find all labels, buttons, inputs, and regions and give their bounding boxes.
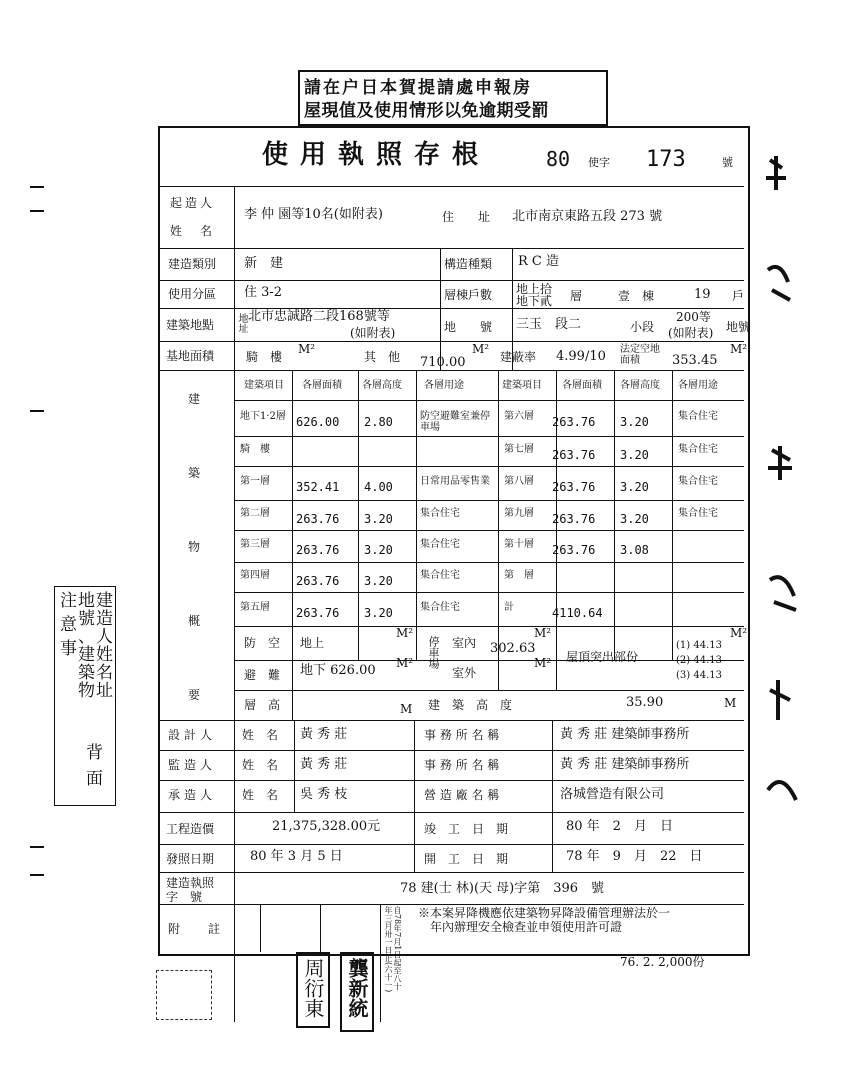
note-text-1: ※本案昇降機應依建築物昇降設備管理辦法於一 xyxy=(418,906,671,920)
person-name: 黃 秀 莊 xyxy=(300,727,348,742)
person-name: 黃 秀 莊 xyxy=(300,757,348,772)
side-note-char: 注 xyxy=(60,591,77,611)
household-count: 19 xyxy=(694,287,711,302)
person-firm-label: 事 務 所 名 稱 xyxy=(424,758,500,772)
building-summary-label-1: 建 xyxy=(188,392,201,406)
floor-left-area: 263.76 xyxy=(296,512,340,526)
building-summary-label-2: 築 xyxy=(188,466,201,480)
floor-left-use: 集合住宅 xyxy=(420,570,460,581)
person-firm: 洛城營造有限公司 xyxy=(560,787,665,802)
shelter-below: 地下 626.00 xyxy=(300,663,376,678)
issue-date: 80 年 3 月 5 日 xyxy=(250,849,343,864)
permit-prefix: 使字 xyxy=(588,156,610,169)
floor-right-name: 第六層 xyxy=(504,411,534,422)
floor-left-name: 第五層 xyxy=(240,602,270,613)
person-firm-label: 營 造 廠 名 稱 xyxy=(424,788,500,802)
shelter-above: 地上 xyxy=(300,636,325,650)
floor-left-area: 263.76 xyxy=(296,574,340,588)
floor-left-use: 集合住宅 xyxy=(420,602,460,613)
floor-left-height: 3.20 xyxy=(364,606,393,620)
floor-right-name: 第八層 xyxy=(504,476,534,487)
coverage-label: 建蔽率 xyxy=(500,350,537,364)
person-firm-label: 事 務 所 名 稱 xyxy=(424,728,500,742)
floor-left-name: 第二層 xyxy=(240,508,270,519)
site-addr-prefix: 地址 xyxy=(236,313,247,333)
area-other-value: 710.00 xyxy=(420,355,466,370)
side-note-char: 人 xyxy=(96,627,113,647)
side-note-char: 意 xyxy=(60,615,77,635)
lot-number: 200等 xyxy=(676,310,711,324)
floor-right-use: 集合住宅 xyxy=(678,476,718,487)
floors-ceng: 層 xyxy=(570,289,583,303)
notice-line-2: 屋現值及使用情形以免逾期受罰 xyxy=(304,101,549,121)
name-stamp-2: 龔新統 xyxy=(340,952,374,1032)
side-note-char: 、 xyxy=(78,627,95,647)
empty-land-label: 法定空地面積 xyxy=(620,344,660,366)
building-summary-label-5: 要 xyxy=(188,688,201,702)
floor-left-area: 352.41 xyxy=(296,480,340,494)
person-firm: 黃 秀 莊 建築師事務所 xyxy=(560,757,690,772)
name-stamp-1: 周衍東 xyxy=(296,952,330,1028)
household-unit: 戶 xyxy=(732,289,745,303)
person-role: 承造人 xyxy=(168,788,217,802)
floor-right-name: 第十層 xyxy=(504,539,534,550)
floor-left-use: 集合住宅 xyxy=(420,539,460,550)
zone-label: 使用分區 xyxy=(168,287,217,301)
corner-seal-mark xyxy=(156,970,212,1020)
permit-number: 173 xyxy=(646,147,686,172)
parking-label: 停車場 xyxy=(427,636,440,669)
parking-outdoor-label: 室外 xyxy=(452,666,477,680)
floor-right-height: 3.20 xyxy=(620,480,649,494)
building-height-label: 建 築 高 度 xyxy=(428,698,513,712)
permit-label-1: 建造執照 xyxy=(166,876,215,890)
permit-year: 80 xyxy=(546,147,571,171)
issue-label: 發照日期 xyxy=(166,852,215,866)
side-note-char: 名 xyxy=(96,663,113,683)
area-label: 基地面積 xyxy=(166,349,215,363)
floor-left-height: 3.20 xyxy=(364,543,393,557)
side-note-char: 建 xyxy=(96,591,113,611)
floors-above: 地上拾 xyxy=(516,282,553,296)
side-note-char: 號 xyxy=(78,609,95,629)
floor-left-area: 626.00 xyxy=(296,415,340,429)
hdr-use-right: 各層用途 xyxy=(678,380,718,391)
area-m2-b: M² xyxy=(472,342,490,356)
floor-left-height: 4.00 xyxy=(364,480,393,494)
person-firm: 黃 秀 莊 建築師事務所 xyxy=(560,727,690,742)
floor-left-area: 263.76 xyxy=(296,543,340,557)
note-stamp-vertical: 自78年7月1日起至八十年三月卅一日止(六十一) xyxy=(384,906,402,993)
note-text-2: 年內辦理安全檢查並申領使用許可證 xyxy=(430,920,623,934)
floor-right-height: 3.20 xyxy=(620,448,649,462)
parking-m2-2: M² xyxy=(534,656,552,670)
struct-value: R C 造 xyxy=(518,254,559,269)
struct-label: 構造種類 xyxy=(444,257,493,271)
note-label: 附 註 xyxy=(168,922,229,936)
floor-left-name: 騎 樓 xyxy=(240,444,270,455)
hdr-height-right: 各層高度 xyxy=(620,380,660,391)
right-margin-ink xyxy=(760,150,820,830)
roof-value-3: (3) 44.13 xyxy=(676,670,722,681)
roof-value-2: (2) 44.13 xyxy=(676,655,722,666)
lot-note: (如附表) xyxy=(668,326,714,340)
floor-height-label: 層 高 xyxy=(244,698,281,712)
person-role: 設計人 xyxy=(168,728,217,742)
roof-m2: M² xyxy=(730,626,748,640)
hdr-area-left: 各層面積 xyxy=(302,380,342,391)
floor-right-use: 集合住宅 xyxy=(678,411,718,422)
floor-right-name: 第 層 xyxy=(504,570,534,581)
cost-label: 工程造價 xyxy=(166,822,215,836)
builder-name: 李 仲 園等10名(如附表) xyxy=(244,207,383,222)
floor-right-area: 263.76 xyxy=(552,415,596,429)
shelter-label-1: 防 空 xyxy=(244,636,281,650)
lot-value: 三玉 段二 xyxy=(516,317,582,332)
area-arcade-label: 騎 樓 xyxy=(246,350,283,364)
start-date: 78 年 9 月 22 日 xyxy=(566,849,703,864)
floor-left-height: 3.20 xyxy=(364,574,393,588)
floors-count-label: 層棟戶數 xyxy=(444,288,493,302)
floor-left-name: 第三層 xyxy=(240,539,270,550)
side-note-char: 造 xyxy=(96,609,113,629)
lot-sub: 小段 xyxy=(630,320,655,334)
parking-indoor-label: 室內 xyxy=(452,636,477,650)
shelter-m2-1: M² xyxy=(396,626,414,640)
notice-stamp xyxy=(298,70,608,126)
print-info: 76. 2. 2,000份 xyxy=(620,955,705,969)
type-label: 建造類別 xyxy=(168,257,217,271)
building-height-m: M xyxy=(724,696,737,710)
building-count: 壹 棟 xyxy=(618,289,655,303)
parking-m2-1: M² xyxy=(534,626,552,640)
empty-land-value: 353.45 xyxy=(672,353,718,368)
area-m2-c: M² xyxy=(730,342,748,356)
building-summary-label-3: 物 xyxy=(188,540,201,554)
floor-left-name: 地下1·2層 xyxy=(240,411,286,422)
person-name-label: 姓 名 xyxy=(242,758,279,772)
coverage-value: 4.99/10 xyxy=(556,349,606,364)
start-label: 開 工 日 期 xyxy=(424,852,509,866)
side-note-char: 物 xyxy=(78,681,95,701)
hdr-area-right: 各層面積 xyxy=(562,380,602,391)
floor-right-name: 計 xyxy=(504,602,514,613)
person-name: 吳 秀 枝 xyxy=(300,787,348,802)
builder-label-2: 姓 名 xyxy=(170,224,216,238)
zone-value: 住 3-2 xyxy=(244,285,283,300)
floor-left-name: 第四層 xyxy=(240,570,270,581)
floor-right-height: 3.20 xyxy=(620,415,649,429)
floor-right-name: 第九層 xyxy=(504,508,534,519)
area-m2-a: M² xyxy=(298,342,316,356)
floors-below: 地下貳 xyxy=(516,294,553,308)
floor-left-height: 3.20 xyxy=(364,512,393,526)
hdr-item-right: 建築項目 xyxy=(502,380,542,391)
floor-right-use: 集合住宅 xyxy=(678,444,718,455)
site-label: 建築地點 xyxy=(166,318,215,332)
side-note-char: 址 xyxy=(96,681,113,701)
side-note-char: 面 xyxy=(86,769,103,789)
parking-indoor-value: 302.63 xyxy=(490,641,536,656)
person-name-label: 姓 名 xyxy=(242,728,279,742)
building-summary-label-4: 概 xyxy=(188,614,201,628)
floor-right-height: 3.08 xyxy=(620,543,649,557)
hdr-height-left: 各層高度 xyxy=(362,380,402,391)
site-addr: 北市忠誠路二段168號等 xyxy=(248,309,390,324)
floor-right-area: 263.76 xyxy=(552,512,596,526)
side-note-char: 姓 xyxy=(96,645,113,665)
side-note-char: 地 xyxy=(78,591,95,611)
builder-addr-label: 住 址 xyxy=(442,210,497,224)
floor-right-use: 集合住宅 xyxy=(678,508,718,519)
notice-line-1: 請在户日本賀提請處申報房 xyxy=(304,78,532,98)
roof-label: 屋頂突出部份 xyxy=(566,650,639,664)
person-name-label: 姓 名 xyxy=(242,788,279,802)
floor-right-area: 4110.64 xyxy=(552,606,603,620)
floor-right-name: 第七層 xyxy=(504,444,534,455)
floor-right-area: 263.76 xyxy=(552,448,596,462)
hdr-item-left: 建築項目 xyxy=(244,380,284,391)
permit-value: 78 建(士 林)(天 母)字第 396 號 xyxy=(400,881,605,896)
completion-label: 竣 工 日 期 xyxy=(424,822,509,836)
shelter-m2-2: M² xyxy=(396,656,414,670)
area-other-label: 其 他 xyxy=(364,350,401,364)
form-title: 使用執照存根 xyxy=(262,140,491,170)
floor-height-m: M xyxy=(400,702,413,716)
site-addr-note: (如附表) xyxy=(350,326,396,340)
floor-right-area: 263.76 xyxy=(552,543,596,557)
roof-value-1: (1) 44.13 xyxy=(676,640,722,651)
hdr-use-left: 各層用途 xyxy=(424,380,464,391)
side-note-char: 建 xyxy=(78,645,95,665)
floor-right-height: 3.20 xyxy=(620,512,649,526)
floor-left-use: 防空避難室兼停車場 xyxy=(420,411,490,433)
person-role: 監造人 xyxy=(168,758,217,772)
floor-left-name: 第一層 xyxy=(240,476,270,487)
lot-suffix: 地號 xyxy=(726,320,751,334)
side-note-char: 背 xyxy=(86,743,103,763)
floor-left-height: 2.80 xyxy=(364,415,393,429)
floor-left-area: 263.76 xyxy=(296,606,340,620)
shelter-label-2: 避 難 xyxy=(244,668,281,682)
floor-left-use: 集合住宅 xyxy=(420,508,460,519)
lot-label: 地 號 xyxy=(444,320,499,334)
permit-label-2: 字 號 xyxy=(166,890,203,904)
building-height-value: 35.90 xyxy=(626,695,664,710)
floor-left-use: 日常用品零售業 xyxy=(420,476,490,487)
side-note-char: 事 xyxy=(60,639,77,659)
floor-right-area: 263.76 xyxy=(552,480,596,494)
cost-value: 21,375,328.00元 xyxy=(272,819,381,834)
completion-date: 80 年 2 月 日 xyxy=(566,819,673,834)
builder-addr: 北市南京東路五段 273 號 xyxy=(512,209,663,224)
builder-label-1: 起造人 xyxy=(170,196,216,210)
permit-suffix: 號 xyxy=(722,156,733,169)
type-value: 新 建 xyxy=(244,256,284,271)
side-note-char: 築 xyxy=(78,663,95,683)
ink-strokes-icon xyxy=(760,150,820,830)
